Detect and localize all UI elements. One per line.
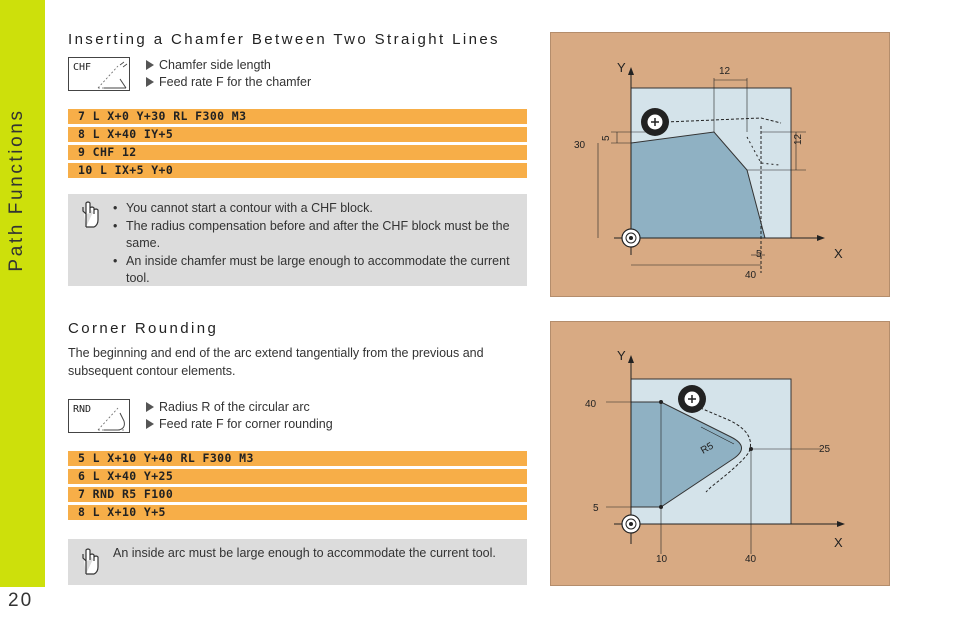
- chamfer-note-box: [68, 194, 527, 286]
- dim-label: 5: [756, 249, 762, 260]
- milling-tool-icon: [678, 385, 706, 413]
- rounding-note-box: [68, 539, 527, 585]
- rounding-bullet: Radius R of the circular arc: [146, 399, 333, 416]
- chamfer-softkey-bullets: [146, 57, 311, 91]
- triangle-bullet-icon: [146, 419, 154, 429]
- chamfer-heading: Inserting a Chamfer Between Two Straight Lines: [68, 31, 500, 48]
- code-line: 8 L X+40 IY+5: [68, 127, 527, 142]
- note-item: • You cannot start a contour with a CHF block.: [113, 200, 513, 218]
- code-line: 9 CHF 12: [68, 145, 527, 160]
- code-line: 5 L X+10 Y+40 RL F300 M3: [68, 451, 527, 466]
- page-number: 20: [8, 590, 34, 611]
- dim-label: 40: [585, 399, 597, 410]
- axis-y-label: Y: [617, 348, 626, 363]
- triangle-bullet-icon: [146, 77, 154, 87]
- chf-softkey-label: CHF: [73, 62, 92, 73]
- triangle-bullet-icon: [146, 402, 154, 412]
- dim-label: 12: [793, 133, 804, 145]
- dim-label: 5: [601, 135, 612, 141]
- code-line: 8 L X+10 Y+5: [68, 505, 527, 520]
- note-item: • The radius compensation before and after the CHF block must be the same.: [113, 218, 513, 253]
- note-item: • An inside chamfer must be large enough to accommodate the current tool.: [113, 253, 513, 288]
- triangle-bullet-icon: [146, 60, 154, 70]
- dim-label: 25: [819, 444, 831, 455]
- rounding-softkey-bullets: [146, 399, 333, 433]
- dim-label: 10: [656, 554, 668, 565]
- dim-label: 12: [719, 66, 731, 77]
- chamfer-bullet: Chamfer side length: [146, 57, 311, 74]
- rnd-softkey[interactable]: [68, 399, 130, 433]
- pointing-hand-icon: [79, 200, 103, 230]
- rounding-note-text: An inside arc must be large enough to accommodate the current tool.: [113, 546, 496, 560]
- chamfer-notes: [113, 200, 513, 288]
- dim-label: 30: [574, 140, 586, 151]
- code-line: 7 RND R5 F100: [68, 487, 527, 502]
- rounding-description: The beginning and end of the arc extend tangentially from the previous and subsequent contour elements.: [68, 346, 484, 378]
- axis-y-label: Y: [617, 60, 626, 75]
- rounding-code-block: [68, 451, 527, 523]
- code-line: 10 L IX+5 Y+0: [68, 163, 527, 178]
- pointing-hand-icon: [79, 547, 103, 577]
- sidebar-title: Path Functions: [6, 108, 27, 272]
- rnd-softkey-label: RND: [73, 404, 92, 415]
- code-line: 7 L X+0 Y+30 RL F300 M3: [68, 109, 527, 124]
- code-line: 6 L X+40 Y+25: [68, 469, 527, 484]
- rounding-diagram: [550, 321, 890, 586]
- chf-softkey[interactable]: [68, 57, 130, 91]
- axis-x-label: X: [834, 535, 843, 550]
- chamfer-bullet: Feed rate F for the chamfer: [146, 74, 311, 91]
- chamfer-diagram: [550, 32, 890, 297]
- rounding-bullet: Feed rate F for corner rounding: [146, 416, 333, 433]
- rounding-heading: Corner Rounding: [68, 320, 219, 337]
- axis-x-label: X: [834, 246, 843, 261]
- sidebar: [0, 0, 45, 587]
- dim-label: 40: [745, 554, 757, 565]
- dim-label: 5: [593, 503, 599, 514]
- radius-label: R5: [699, 440, 716, 457]
- dim-label: 40: [745, 270, 757, 281]
- milling-tool-icon: [641, 108, 669, 136]
- chamfer-code-block: [68, 109, 527, 181]
